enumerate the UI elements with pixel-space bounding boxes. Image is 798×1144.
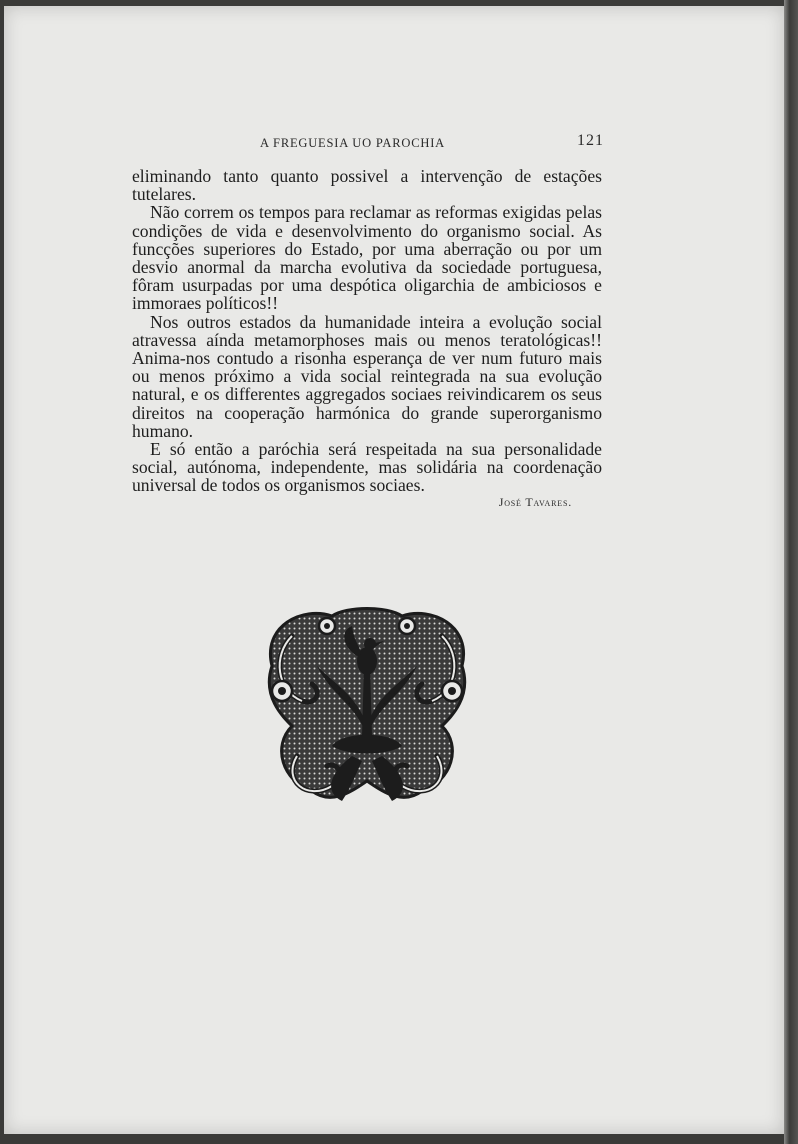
paragraph: Nos outros estados da humanidade inteira a evolução social atravessa aínda metamorphoses mais ou menos teratológicas!! Anima-nos contudo a risonha esperança de ver num futuro mais ou menos próximo a vida social reintegrada na sua evolução natural, e os differentes aggregados sociaes reivindicarem os seus direitos na cooperação harmónica do grande superorganismo humano.: [132, 311, 602, 441]
paragraph: E só então a paróchia será respeitada na sua personalidade social, autónoma, independente, mas solidária na coordenação universal de todos os organismos sociaes.: [132, 439, 602, 496]
book-page: [4, 6, 784, 1134]
paragraph-continuation: eliminando tanto quanto possivel a intervenção de estações tutelares.: [132, 166, 602, 205]
body-text: [132, 167, 602, 495]
page-number: 121: [577, 132, 604, 149]
paragraph: Não correm os tempos para reclamar as reformas exigidas pelas condições de vida e desenvolvimento do organismo social. As funcções superiores do Estado, por uma aberração ou por um desvio anormal da marcha evolutiva da sociedade portuguesa, fôram usurpadas por uma despótica oligarchia de ambiciosos e immoraes políticos!!: [132, 202, 602, 314]
book-page-edge: [784, 0, 798, 1144]
floral-tailpiece-ornament-icon: [262, 606, 472, 806]
running-head: [132, 132, 604, 152]
author-signature: José Tavares.: [498, 495, 572, 509]
running-title: A FREGUESIA UO PAROCHIA: [260, 136, 445, 150]
